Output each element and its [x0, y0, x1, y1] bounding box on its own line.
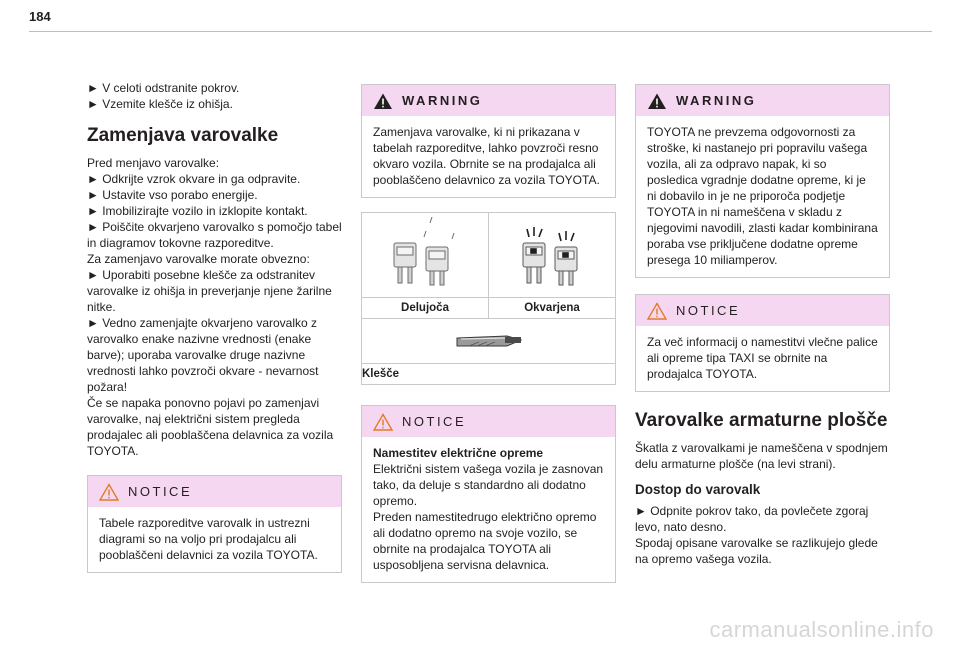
body-line: ► Ustavite vso porabo energije. [87, 188, 258, 202]
body-line: Če se napaka ponovno pojavi po zamenjavi varovalke, naj električni sistem pregleda prodajalec ali pooblaščena delavnica za vozila TOYOTA. [87, 396, 334, 458]
warning-box [635, 84, 890, 278]
warning-text: TOYOTA ne prevzema odgovornosti za stroške, ki nastanejo pri popravilu vašega vozila, ali za odpravo napak, ki so posledica vgradnje dodatne opreme, ki je ni dobavilo in je ne priporoča podjetje TOYOTA in ni nameščena v skladu z njegovimi navodili, zlasti kadar kombinirana poraba vse priključene dodatne opreme presega 10 miliamperov. [647, 125, 878, 267]
column-middle [361, 80, 616, 583]
notice-text: Tabele razporeditve varovalk in ustrezni diagrami so na voljo pri prodajalcu ali pooblaščeni delavnici za vozila TOYOTA. [99, 516, 318, 562]
notice-title: NOTICE [128, 484, 193, 499]
body-text: Škatla z varovalkami je nameščena v spodnjem delu armaturne plošče (na levi strani). [635, 441, 888, 471]
body-line: ► Poiščite okvarjeno varovalko s pomočjo tabel in diagramov tokovne razporeditve. [87, 220, 342, 250]
warning-header [636, 85, 889, 116]
fuse-icon [380, 217, 470, 293]
column-left [87, 80, 342, 573]
warning-title: WARNING [676, 93, 757, 108]
intro-line: ► Vzemite klešče iz ohišja. [87, 97, 233, 111]
warning-box [361, 84, 616, 198]
pliers-cell [362, 319, 615, 363]
notice-triangle-icon [647, 302, 667, 320]
fuse-faulty-cell [488, 213, 615, 318]
notice-title: NOTICE [402, 414, 467, 429]
notice-header [88, 476, 341, 507]
caption-faulty: Okvarjena [489, 297, 615, 318]
intro-line: ► V celoti odstranite pokrov. [87, 81, 240, 95]
notice-header [362, 406, 615, 437]
section-heading: Zamenjava varovalke [87, 125, 279, 146]
caption-working: Delujoča [362, 297, 488, 318]
section-heading: Varovalke armaturne plošče [635, 410, 888, 431]
notice-subtitle: Namestitev električne opreme [373, 446, 544, 460]
page-number: 184 [29, 9, 51, 24]
warning-triangle-icon [647, 92, 667, 110]
warning-title: WARNING [402, 93, 483, 108]
fuse-figure [361, 212, 616, 385]
body-text: ► Odpnite pokrov tako, da povlečete zgoraj levo, nato desno. [635, 504, 869, 534]
warning-triangle-icon [373, 92, 393, 110]
notice-text: Električni sistem vašega vozila je zasnovan tako, da deluje s standardno ali dodatno opremo. [373, 462, 604, 508]
watermark: carmanualsonline.info [709, 617, 934, 642]
notice-header [636, 295, 889, 326]
body-line: Za zamenjavo varovalke morate obvezno: [87, 252, 310, 266]
notice-text: Preden namestitedrugo električno opremo ali dodatno opremo na svoje vozilo, se obrnite na prodajalca TOYOTA ali usposobljena servisna delavnica. [373, 510, 597, 572]
notice-triangle-icon [99, 483, 119, 501]
body-line: ► Vedno zamenjajte okvarjeno varovalko z varovalko enake nazivne vrednosti (enake barve); uporaba varovalke druge nazivne vrednosti lahko povzroči okvare - nevarnost požara! [87, 316, 319, 394]
body-line: ► Imobilizirajte vozilo in izklopite kontakt. [87, 204, 308, 218]
caption-tool: Klešče [362, 363, 615, 384]
header-rule [29, 31, 932, 32]
notice-text: Za več informacij o namestitvi vlečne palice ali opreme tipa TAXI se obrnite na prodajalca TOYOTA. [647, 335, 878, 381]
body-line: Pred menjavo varovalke: [87, 156, 220, 170]
notice-box [87, 475, 342, 573]
body-line: ► Odkrijte vzrok okvare in ga odpravite. [87, 172, 301, 186]
notice-box [635, 294, 890, 392]
warning-header [362, 85, 615, 116]
notice-title: NOTICE [676, 303, 741, 318]
column-right [635, 80, 890, 567]
notice-triangle-icon [373, 413, 393, 431]
notice-box [361, 405, 616, 583]
sub-heading: Dostop do varovalk [635, 482, 761, 497]
body-line: ► Uporabiti posebne klešče za odstranitev varovalke iz ohišja in preverjanje njene žarilne nitke. [87, 268, 332, 314]
warning-text: Zamenjava varovalke, ki ni prikazana v tabelah razporeditve, lahko povzroči resno okvaro vozila. Obrnite se na prodajalca ali pooblaščeno delavnico za vozila TOYOTA. [373, 125, 600, 187]
fuse-icon [507, 217, 597, 293]
fuse-working-cell [362, 213, 488, 318]
pliers-icon [449, 326, 529, 356]
body-text: Spodaj opisane varovalke se razlikujejo glede na opremo vašega vozila. [635, 536, 878, 566]
